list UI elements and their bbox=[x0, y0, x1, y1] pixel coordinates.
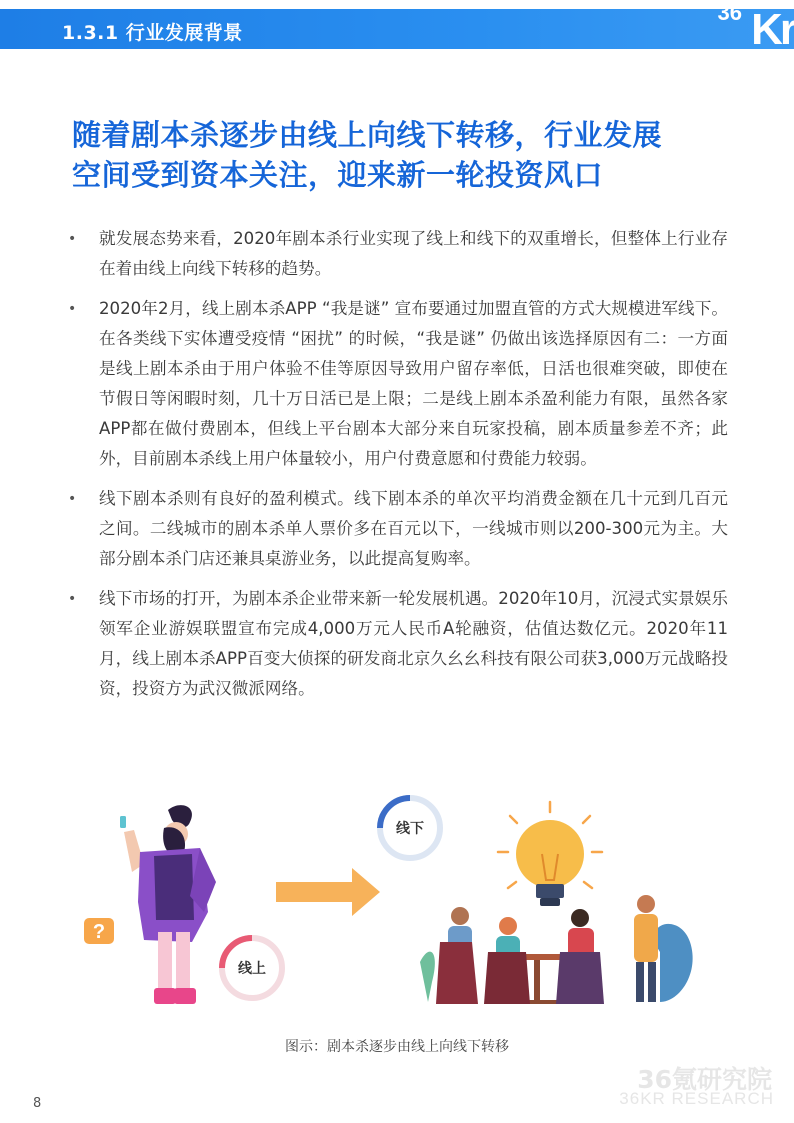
watermark-cn: 36氪研究院 bbox=[637, 1065, 772, 1094]
offline-label: 线下 bbox=[396, 821, 424, 837]
question-icon bbox=[84, 918, 114, 944]
online-badge bbox=[222, 938, 282, 998]
bullet-list bbox=[68, 224, 728, 714]
heading-line-2: 空间受到资本关注，迎来新一轮投资风口 bbox=[72, 158, 604, 192]
bullet-item: • 就发展态势来看，2020年剧本杀行业实现了线上和线下的双重增长，但整体上行业存在着由线上向线下转移的趋势。 bbox=[68, 224, 728, 284]
heading-line-1: 随着剧本杀逐步由线上向线下转移，行业发展 bbox=[72, 118, 663, 152]
bullet-item: • 2020年2月，线上剧本杀APP “我是谜” 宣布要通过加盟直管的方式大规模进军线下。在各类线下实体遭受疫情 “困扰” 的时候，“我是谜” 仍做出该选择原因有二：一方面是线上剧本杀由于用户体验不佳等原因导致用户留存率低，日活也很难突破，即使在节假日等闲暇时刻，几十万日活已是上限；二是线上剧本杀盈利能力有限，虽然各家APP都在做付费剧本，但线上平台剧本大部分来自玩家投稿，剧本质量参差不齐；此外，目前剧本杀线上用户体量较小，用户付费意愿和付费能力较弱。 bbox=[68, 294, 728, 474]
offline-badge bbox=[380, 798, 440, 858]
section-title: 1.3.1 行业发展背景 bbox=[62, 22, 243, 44]
bullet-item: • 线下剧本杀则有良好的盈利模式。线下剧本杀的单次平均消费金额在几十元到几百元之间。二线城市的剧本杀单人票价多在百元以下，一线城市则以200-300元为主。大部分剧本杀门店还兼具桌游业务，以此提高复购率。 bbox=[68, 484, 728, 574]
meeting-group-figure bbox=[420, 895, 693, 1004]
header-bar bbox=[0, 0, 794, 54]
lightbulb-icon bbox=[498, 802, 602, 906]
figure-caption: 图示：剧本杀逐步由线上向线下转移 bbox=[285, 1039, 509, 1055]
bullet-item: • 线下市场的打开，为剧本杀企业带来新一轮发展机遇。2020年10月，沉浸式实景娱乐领军企业游娱联盟宣布完成4,000万元人民币A轮融资，估值达数亿元。2020年11月，线上剧本杀APP百变大侦探的研发商北京久幺幺科技有限公司获3,000万元战略投资，投资方为武汉微派网络。 bbox=[68, 584, 728, 704]
page-heading bbox=[72, 115, 732, 195]
watermark-en: 36KR RESEARCH bbox=[619, 1089, 774, 1108]
woman-with-phone-figure bbox=[120, 805, 216, 1004]
illustration bbox=[80, 792, 720, 1022]
page-number: 8 bbox=[33, 1096, 42, 1111]
logo-36: 36 bbox=[717, 0, 742, 25]
transition-arrow bbox=[276, 868, 380, 916]
logo-kr: Kr bbox=[751, 5, 794, 54]
online-label: 线上 bbox=[238, 961, 266, 977]
question-mark: ? bbox=[92, 921, 106, 943]
